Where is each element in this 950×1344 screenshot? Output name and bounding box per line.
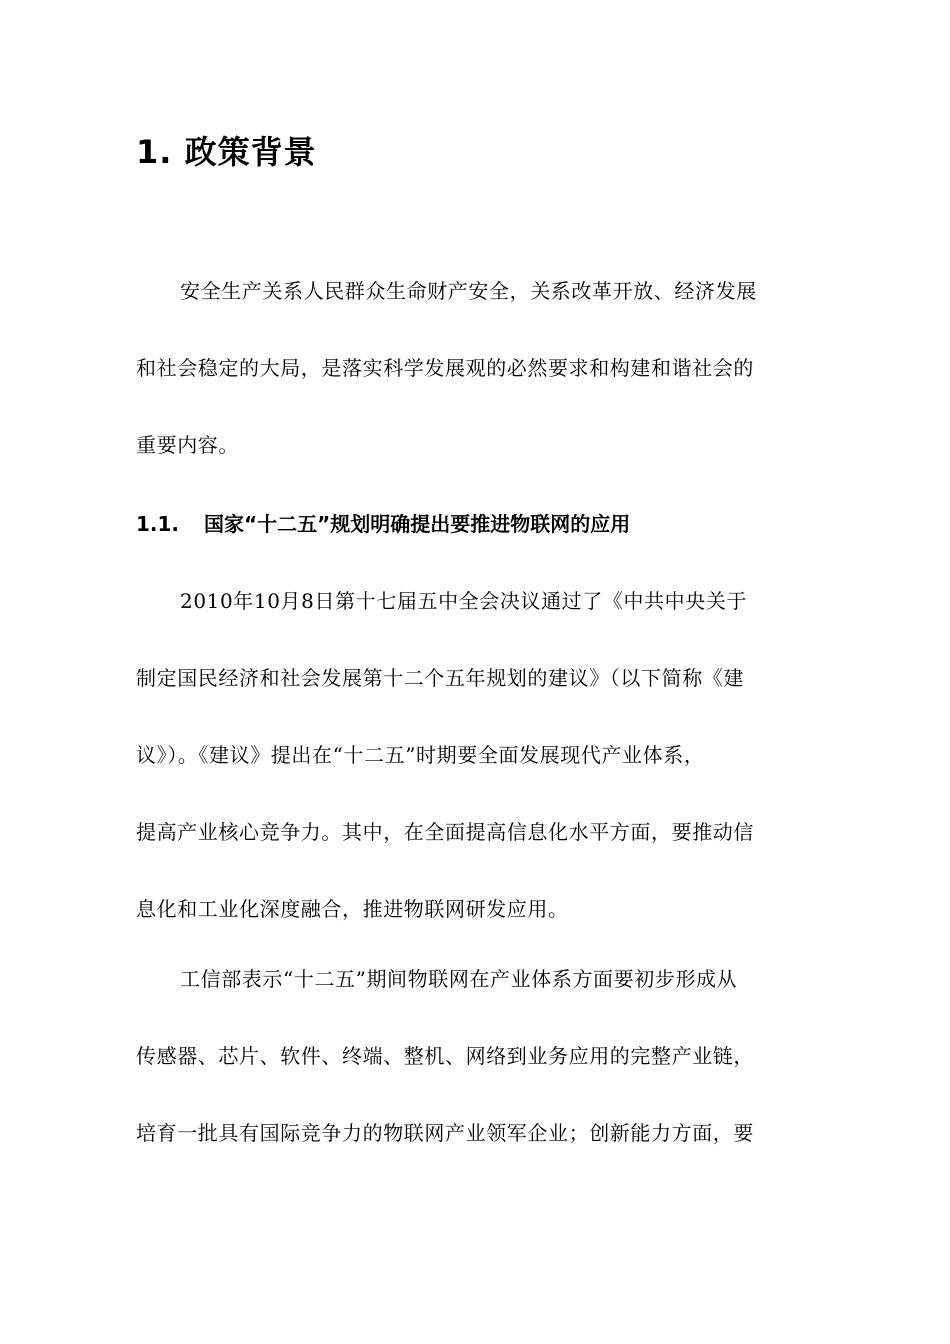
paragraph-line: 传感器、芯片、软件、终端、整机、网络到业务应用的完整产业链， xyxy=(136,1044,754,1068)
section-number: 1.1. xyxy=(136,512,180,536)
section-title: 国家“十二五”规划明确提出要推进物联网的应用 xyxy=(204,512,631,536)
paragraph-line: 2010年10月8日第十七届五中全会决议通过了《中共中央关于 xyxy=(180,589,748,613)
section-heading-1: 1. 政策背景 xyxy=(136,133,317,171)
paragraph-line: 培育一批具有国际竞争力的物联网产业领军企业；创新能力方面，要 xyxy=(136,1121,754,1145)
intro-paragraph xyxy=(136,272,806,503)
paragraph-line: 重要内容。 xyxy=(136,433,239,457)
section-heading-1-1 xyxy=(136,508,630,540)
paragraph-2 xyxy=(136,960,806,1191)
paragraph-1 xyxy=(136,582,806,967)
paragraph-line: 工信部表示“十二五”期间物联网在产业体系方面要初步形成从 xyxy=(180,967,738,991)
paragraph-line: 提高产业核心竞争力。其中，在全面提高信息化水平方面，要推动信 xyxy=(136,820,754,844)
paragraph-line: 制定国民经济和社会发展第十二个五年规划的建议》（以下简称《建 xyxy=(136,666,744,690)
paragraph-line: 安全生产关系人民群众生命财产安全，关系改革开放、经济发展 xyxy=(180,279,757,303)
paragraph-line: 议》）。《建议》提出在“十二五”时期要全面发展现代产业体系， xyxy=(136,743,705,767)
paragraph-line: 息化和工业化深度融合，推进物联网研发应用。 xyxy=(136,897,569,921)
paragraph-line: 和社会稳定的大局，是落实科学发展观的必然要求和构建和谐社会的 xyxy=(136,356,754,380)
